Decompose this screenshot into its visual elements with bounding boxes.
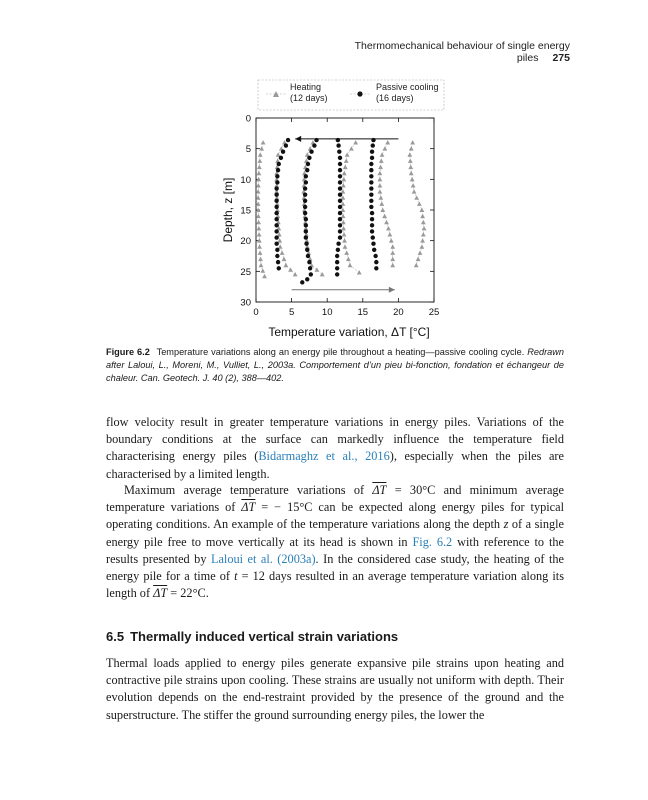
heating-point: [282, 257, 287, 261]
heating-point: [408, 159, 413, 163]
cooling-point: [306, 254, 310, 258]
paragraph-1: [106, 414, 564, 483]
legend-heating-label: Heating: [290, 82, 322, 92]
heating-point: [409, 146, 414, 150]
cooling-point: [370, 229, 374, 233]
heating-point: [342, 238, 347, 242]
heating-point: [348, 263, 353, 267]
cooling-point: [369, 174, 373, 178]
cooling-point: [307, 156, 311, 160]
heating-point: [256, 201, 261, 205]
heating-point: [258, 152, 263, 156]
cooling-point: [274, 186, 278, 190]
heating-point: [421, 232, 426, 236]
cooling-point: [338, 217, 342, 221]
heating-point: [390, 251, 395, 255]
y-tick-label: 20: [240, 236, 251, 248]
heating-point: [260, 268, 265, 272]
cooling-point: [305, 277, 309, 281]
section-heading: [106, 629, 564, 644]
y-tick-label: 10: [240, 174, 251, 186]
heating-point: [256, 183, 261, 187]
legend-heating-duration: (12 days): [290, 93, 328, 103]
y-tick-label: 5: [245, 144, 251, 156]
cooling-point: [303, 205, 307, 209]
cooling-point: [274, 217, 278, 221]
heating-point: [411, 183, 416, 187]
caption-text: Temperature variations along an energy pile throughout a heating—passive cooling cycle.: [156, 347, 525, 357]
heating-point: [379, 159, 384, 163]
heating-point: [256, 220, 261, 224]
heating-point: [342, 232, 347, 236]
cooling-point: [335, 260, 339, 264]
cooling-point: [338, 162, 342, 166]
heating-point: [344, 159, 349, 163]
cooling-point: [370, 217, 374, 221]
cooling-point: [308, 266, 312, 270]
cooling-point: [304, 180, 308, 184]
caption-credit: Redrawn after Laloui, L., Moreni, M., Vulliet, L., 2003a. Comportement d’un pieu bi-fonction, fondation et échangeur de chaleur. Can. Geotech. J. 40 (2), 388—402.: [106, 347, 565, 383]
heating-point: [407, 152, 412, 156]
heating-point: [420, 238, 425, 242]
x-tick-label: 25: [428, 307, 440, 318]
heating-point: [256, 171, 261, 175]
p2-t1: Maximum average temperature variations of: [124, 483, 373, 497]
cooling-point: [371, 235, 375, 239]
heating-point: [378, 195, 383, 199]
dt-symbol-1: $\overline{\Delta T}$: [372, 483, 387, 497]
heating-point: [256, 195, 261, 199]
cooling-point: [274, 229, 278, 233]
heating-point: [377, 177, 382, 181]
heating-point: [261, 140, 266, 144]
cooling-point: [274, 242, 278, 246]
cooling-point: [275, 254, 279, 258]
heating-point: [320, 272, 325, 276]
heating-point: [390, 263, 395, 267]
cooling-point: [276, 168, 280, 172]
cooling-point: [371, 143, 375, 147]
cooling-point: [284, 143, 288, 147]
heating-point: [380, 152, 385, 156]
p2-t7: = 12 days resulted in an average temperature variation along its length of: [106, 569, 564, 601]
cooling-point: [274, 205, 278, 209]
heating-point: [377, 189, 382, 193]
heating-point: [259, 146, 264, 150]
plot-layer: [240, 114, 439, 319]
cooling-point: [335, 272, 339, 276]
running-head-title: Thermomechanical behaviour of single energy piles: [354, 40, 570, 64]
min-dt-value: = − 15°C: [255, 500, 313, 515]
heating-point: [342, 171, 347, 175]
cooling-point: [338, 205, 342, 209]
cooling-point: [312, 143, 316, 147]
paragraph-3: Thermal loads applied to energy piles generate expansive pile strains upon heating and contractive pile strains upon cooling. These strains are usually not uniform with depth. Their evolution depends on the end-restraint provided by the presence of the ground and the superstructure. The stiffer the ground surrounding energy piles, the lower the: [106, 656, 564, 722]
cooling-point: [338, 156, 342, 160]
heating-point: [414, 263, 419, 267]
heating-point: [259, 263, 264, 267]
heating-point: [417, 201, 422, 205]
caption-label: Figure 6.2: [106, 347, 150, 357]
heating-point: [257, 165, 262, 169]
cooling-point: [336, 143, 340, 147]
cooling-point: [277, 266, 281, 270]
heating-point: [256, 226, 261, 230]
heating-point: [416, 257, 421, 261]
p1-text-a: flow velocity result in greater temperature variations in energy piles. Variations of the boundary conditions at the surface can markedly influence the temperature field characterising energy piles (: [106, 415, 564, 464]
heating-point: [410, 177, 415, 181]
cooling-point: [303, 186, 307, 190]
heating-point: [353, 140, 358, 144]
p2-t2: and minimum average temperature variations of: [106, 483, 565, 515]
legend-cooling-duration: (16 days): [376, 93, 414, 103]
cooling-point: [370, 156, 374, 160]
cooling-point: [306, 162, 310, 166]
heating-point: [262, 274, 267, 278]
avg-dt-value: = 22°C.: [167, 586, 209, 601]
cooling-point: [303, 199, 307, 203]
legend-cooling-label: Passive cooling: [376, 82, 439, 92]
heating-point: [382, 146, 387, 150]
cooling-point: [371, 242, 375, 246]
cooling-point: [338, 174, 342, 178]
cooling-point: [274, 211, 278, 215]
heating-point: [379, 201, 384, 205]
heating-point: [284, 263, 289, 267]
cooling-point: [373, 254, 377, 258]
cooling-point: [369, 186, 373, 190]
cooling-point: [338, 168, 342, 172]
p1-text-b: ), especially when the piles are characterised by a limited length.: [106, 449, 564, 481]
dt-symbol-3: $\overline{\Delta T}$: [153, 586, 168, 601]
y-tick-label: 25: [240, 266, 251, 278]
heating-point: [382, 214, 387, 218]
cooling-point: [338, 211, 342, 215]
heating-point: [258, 251, 263, 255]
section-title: Thermally induced vertical strain variations: [130, 629, 399, 644]
paragraph-2: [106, 482, 564, 602]
cooling-point: [369, 168, 373, 172]
cooling-point: [338, 223, 342, 227]
heating-point: [341, 226, 346, 230]
dt-symbol-2: $\overline{\Delta T}$: [241, 500, 256, 515]
citation-bidarmaghz[interactable]: Bidarmaghz et al., 2016: [258, 449, 390, 464]
heating-point: [385, 140, 390, 144]
heating-point: [288, 267, 293, 271]
cooling-point: [336, 248, 340, 252]
cooling-point: [370, 150, 374, 154]
heating-point: [414, 195, 419, 199]
heating-point: [258, 257, 263, 261]
heating-point: [384, 220, 389, 224]
heating-point: [419, 208, 424, 212]
cooling-point: [335, 266, 339, 270]
x-axis-label: Temperature variation, ΔT [°C]: [268, 325, 430, 339]
cooling-point: [303, 211, 307, 215]
heating-point: [380, 208, 385, 212]
section-number: 6.5: [106, 629, 125, 644]
heating-point: [343, 165, 348, 169]
cooling-point: [304, 235, 308, 239]
cooling-point: [369, 162, 373, 166]
cooling-point: [304, 229, 308, 233]
cooling-point: [275, 248, 279, 252]
heating-point: [422, 226, 427, 230]
y-axis-label: Depth, z [m]: [221, 177, 235, 243]
time-symbol: t: [234, 569, 238, 584]
time-arrow-head: [389, 287, 395, 293]
cooling-point: [304, 174, 308, 178]
heating-point: [378, 165, 383, 169]
cooling-point: [304, 242, 308, 246]
cooling-point: [338, 229, 342, 233]
heating-point: [256, 189, 261, 193]
heating-point: [293, 272, 298, 276]
cooling-point: [336, 242, 340, 246]
y-tick-label: 15: [240, 205, 251, 217]
time-arrow-head: [295, 136, 301, 142]
heating-point: [419, 244, 424, 248]
heating-point: [344, 251, 349, 255]
cooling-point: [305, 248, 309, 252]
cooling-point: [374, 266, 378, 270]
heating-point: [346, 257, 351, 261]
cooling-point: [274, 199, 278, 203]
heating-point: [420, 214, 425, 218]
cooling-point: [338, 186, 342, 190]
p2-t6: . In the considered case study, the heating of the energy pile for a time of: [106, 551, 564, 584]
cooling-point: [277, 162, 281, 166]
cooling-point: [275, 174, 279, 178]
heating-point: [257, 232, 262, 236]
heating-point: [257, 244, 262, 248]
heating-point: [387, 232, 392, 236]
x-tick-label: 5: [288, 307, 295, 318]
running-head: [300, 40, 570, 64]
heating-point: [377, 171, 382, 175]
cooling-point: [274, 192, 278, 196]
cooling-point: [300, 280, 304, 284]
heating-point: [421, 220, 426, 224]
heating-point: [314, 267, 319, 271]
heating-point: [343, 244, 348, 248]
page-number: 275: [552, 52, 570, 64]
x-tick-label: 0: [253, 307, 259, 318]
depth-temperature-chart: [210, 72, 450, 342]
cooling-point: [276, 260, 280, 264]
cooling-point: [335, 254, 339, 258]
heating-point: [357, 270, 362, 274]
citation-laloui[interactable]: Laloui et al. (2003a): [210, 551, 316, 566]
cooling-point: [372, 248, 376, 252]
heating-point: [408, 165, 413, 169]
cooling-point: [337, 150, 341, 154]
x-tick-label: 10: [321, 307, 333, 318]
heating-point: [341, 177, 346, 181]
x-tick-label: 20: [393, 307, 404, 318]
max-dt-value: = 30°C: [386, 483, 436, 497]
heating-point: [412, 189, 417, 193]
cooling-point: [374, 260, 378, 264]
legend-cooling-marker: [357, 91, 362, 96]
y-tick-label: 30: [240, 297, 251, 309]
heating-point: [280, 251, 285, 255]
cooling-point: [338, 235, 342, 239]
p2-t5: with reference to the results presented by: [106, 534, 564, 566]
cooling-point: [338, 192, 342, 196]
p2-t4: of a single energy pile free to move vertically at its head is shown in: [106, 517, 564, 549]
heating-point: [256, 214, 261, 218]
cooling-point: [275, 180, 279, 184]
heating-point: [386, 226, 391, 230]
cooling-point: [304, 217, 308, 221]
cooling-point: [370, 211, 374, 215]
cooling-point: [369, 180, 373, 184]
cooling-point: [304, 223, 308, 227]
y-tick-label: 0: [245, 113, 251, 125]
p2-t3: can be expected along energy piles for typical operating conditions. An example of the temperature variations along the depth: [106, 500, 564, 532]
heating-point: [349, 146, 354, 150]
heating-point: [257, 159, 262, 163]
cooling-point: [274, 223, 278, 227]
x-tick-label: 15: [357, 307, 369, 318]
cooling-point: [307, 260, 311, 264]
cooling-point: [279, 156, 283, 160]
cooling-point: [338, 180, 342, 184]
cooling-point: [369, 205, 373, 209]
cooling-point: [274, 235, 278, 239]
cooling-point: [286, 138, 290, 142]
cooling-point: [305, 168, 309, 172]
heating-point: [390, 244, 395, 248]
figure-caption: [106, 346, 564, 385]
cooling-point: [370, 223, 374, 227]
cooling-point: [369, 199, 373, 203]
cooling-point: [309, 272, 313, 276]
heating-point: [389, 238, 394, 242]
heating-point: [345, 152, 350, 156]
cooling-point: [303, 192, 307, 196]
depth-symbol: z: [503, 517, 509, 532]
figure-link[interactable]: Fig. 6.2: [412, 534, 453, 549]
heating-point: [390, 257, 395, 261]
heating-point: [409, 171, 414, 175]
cooling-point: [281, 150, 285, 154]
heating-point: [418, 251, 423, 255]
cooling-point: [369, 192, 373, 196]
heating-point: [410, 140, 415, 144]
cooling-point: [309, 150, 313, 154]
cooling-point: [338, 199, 342, 203]
heating-point: [377, 183, 382, 187]
